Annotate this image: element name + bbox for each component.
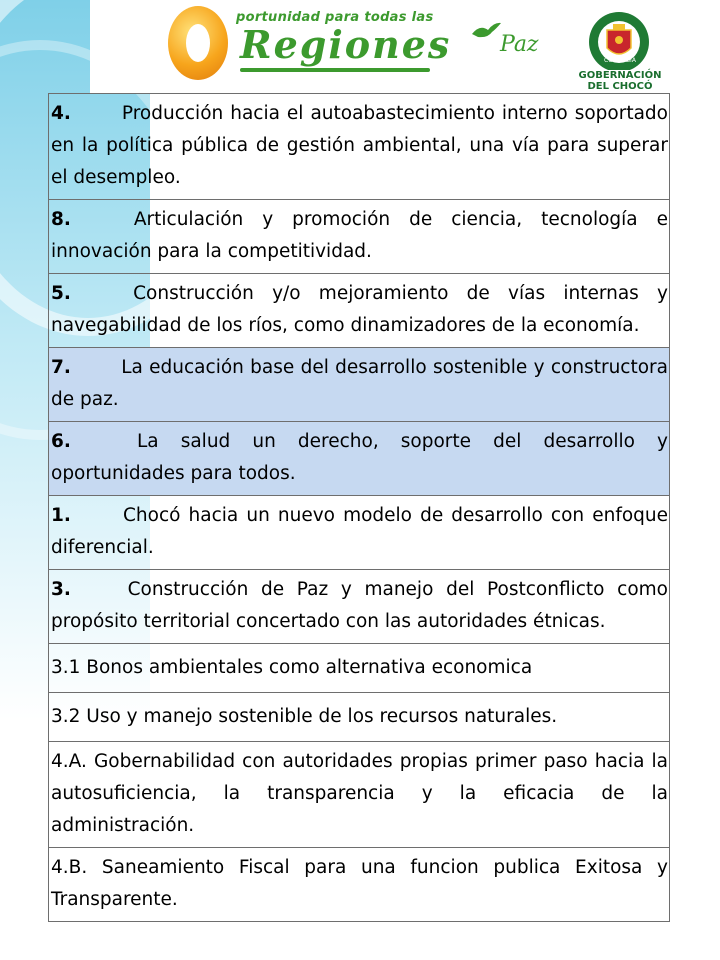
logo-paz: Paz — [500, 32, 539, 57]
header-banner — [90, 0, 720, 93]
row-text: Chocó hacia un nuevo modelo de desarrollo con enfoque diferencial. — [51, 505, 668, 558]
table-row — [49, 200, 670, 274]
row-text: La salud un derecho, soporte del desarrollo y oportunidades para todos. — [51, 431, 668, 484]
row-text: 3.1 Bonos ambientales como alternativa economica — [51, 657, 533, 678]
logo-main-word: Regiones — [240, 22, 452, 67]
row-number: 7. — [51, 357, 71, 378]
priorities-table — [48, 93, 670, 922]
table-row — [49, 742, 670, 848]
table-cell — [49, 570, 670, 644]
dove-icon — [470, 20, 502, 42]
table-row — [49, 693, 670, 742]
row-text: Producción hacia el autoabastecimiento interno soportado en la política pública de gestión ambiental, una vía para superar el desempleo. — [51, 103, 668, 188]
table-row — [49, 274, 670, 348]
table-row — [49, 570, 670, 644]
row-text: La educación base del desarrollo sostenible y constructora de paz. — [51, 357, 668, 410]
row-number: 4. — [51, 103, 71, 124]
table-cell — [49, 200, 670, 274]
table-cell-highlighted — [49, 348, 670, 422]
table-cell — [49, 742, 670, 848]
table-row — [49, 496, 670, 570]
table-cell — [49, 693, 670, 742]
table-row — [49, 644, 670, 693]
gov-line-1: GOBERNACIÓN — [578, 70, 662, 81]
gov-line-2: DEL CHOCÓ — [587, 81, 653, 92]
row-text: Articulación y promoción de ciencia, tecnología e innovación para la competitividad. — [51, 209, 668, 262]
logo-underline — [240, 68, 430, 72]
table-row — [49, 348, 670, 422]
table-cell-highlighted — [49, 422, 670, 496]
table-cell — [49, 644, 670, 693]
row-text: 3.2 Uso y manejo sostenible de los recursos naturales. — [51, 706, 558, 727]
row-number: 8. — [51, 209, 71, 230]
row-text: Construcción de Paz y manejo del Postconflicto como propósito territorial concertado con las autoridades étnicas. — [51, 579, 668, 632]
row-number: 5. — [51, 283, 71, 304]
table-cell — [49, 496, 670, 570]
seal-bottom-text: COLOMBIA — [604, 57, 636, 64]
government-name — [560, 70, 680, 92]
table-cell — [49, 94, 670, 200]
row-text: 4.A. Gobernabilidad con autoridades propias primer paso hacia la autosuficiencia, la transparencia y la eficacia de la administración. — [51, 751, 668, 836]
table-cell — [49, 274, 670, 348]
table-row — [49, 422, 670, 496]
row-text: Construcción y/o mejoramiento de vías internas y navegabilidad de los ríos, como dinamizadores de la economía. — [51, 283, 668, 336]
table-cell — [49, 848, 670, 922]
logo-o-hole — [186, 24, 210, 62]
row-number: 6. — [51, 431, 71, 452]
logo-tagline: portunidad para todas las — [236, 10, 434, 25]
row-number: 3. — [51, 579, 71, 600]
table-row — [49, 848, 670, 922]
seal-top-text: DEPARTAMENTO DEL CHOCO — [579, 4, 666, 11]
row-number: 1. — [51, 505, 71, 526]
row-text: 4.B. Saneamiento Fiscal para una funcion publica Exitosa y Transparente. — [51, 857, 668, 910]
table-row — [49, 94, 670, 200]
